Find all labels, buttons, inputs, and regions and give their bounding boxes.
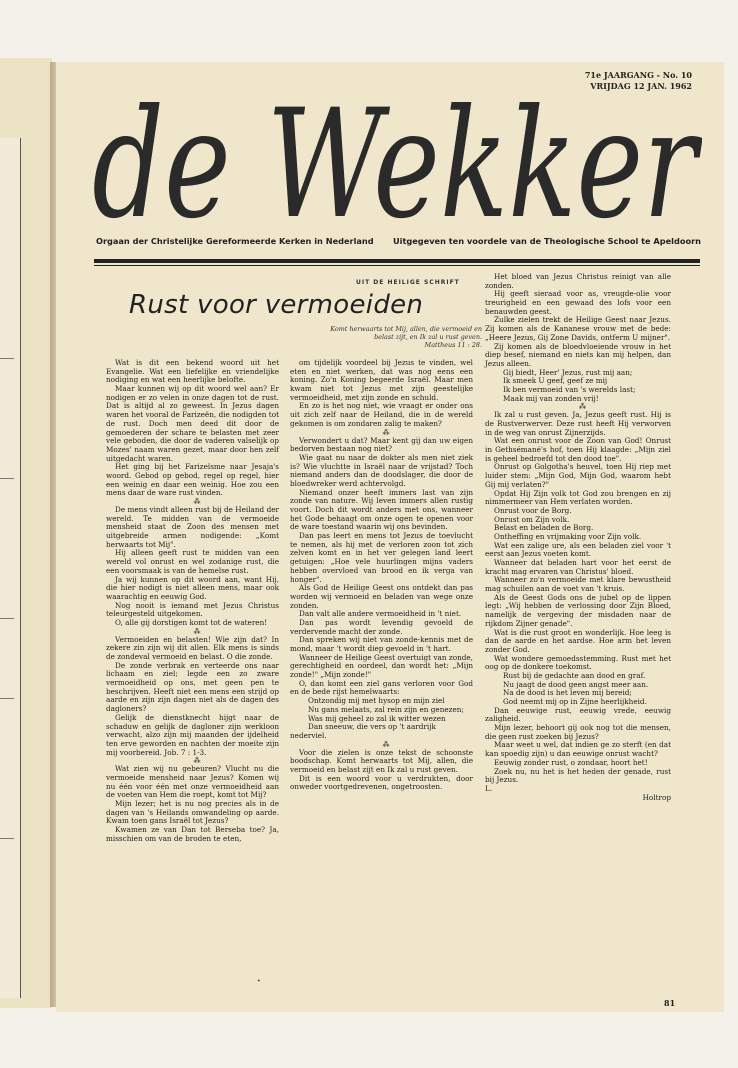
previous-page-edge [0, 58, 52, 1008]
article-paragraph: Wat een zalige ure, als een beladen ziel voor 't eerst aan Jezus voeten komt. [485, 540, 671, 559]
article-paragraph: Wanneer de Heilige Geest overtuigt van zonde, gerechtigheid en oordeel, dan wordt het: „Mijn zonde!" „Mijn zonde!" [290, 652, 473, 680]
article-paragraph: Kwamen ze van Dan tot Berseba toe? Ja, misschien om van de broden te eten, [106, 825, 279, 843]
article-paragraph: Hij geeft sieraad voor as, vreugde-olie voor treurigheid en een gewaad des lofs voor een benauwden geest. [485, 289, 671, 316]
article-paragraph: Het ging bij het Farizeïsme naar Jesaja's woord. Gebod op gebod, regel op regel, hier een weinig en daar een weinig. Hoe zou een mens daar de ware rust vinden. [106, 462, 279, 498]
article-epigraph [324, 325, 482, 350]
page-mark: • [257, 978, 261, 985]
article-paragraph: Wanneer dat beladen hart voor het eerst de kracht mag ervaren van Christus' bloed. [485, 558, 671, 576]
article-paragraph: Wat wondere gemoedsstemming. Rust met het oog op de donkere toekomst. [485, 653, 671, 672]
article-paragraph: Wie gaat nu naar de dokter als men niet ziek is? Wie vluchtte in Israël naar de vrijstad? Toch niemand anders dan de doodslager, die door de bloedwreker werd achtervolgd. [290, 452, 473, 488]
article-paragraph: Ontzondig mij met hysop en mijn ziel [308, 696, 445, 706]
article-paragraph: Wanneer zo'n vermoeide met klare bewustheid mag schuilen aan de voet van 't kruis. [485, 575, 671, 594]
article-paragraph: Als de Geest Gods ons de jubel op de lippen legt: „Wij hebben de verlossing door Zijn Bloed, namelijk de vergeving der misdaden naar de rijkdom Zijner genade". [485, 592, 671, 628]
article-paragraph: Zoek nu, nu het is het heden der genade, rust bij Jezus. [485, 766, 671, 785]
article-column-3 [485, 273, 671, 802]
article-paragraph: Onrust op Golgotha's heuvel, toen Hij riep met luider stem: „Mijn God, Mijn God, waarom hebt Gij mij verlaten?" [485, 462, 671, 489]
article-paragraph: Vermoeiden en belasten! Wie zijn dat? In zekere zin zijn wij dit allen. Elk mens is sinds de zondeval vermoeid en belast. O die zonde. [106, 634, 279, 661]
article-column-1 [106, 359, 279, 843]
article-paragraph: Wat is die rust groot en wonderlijk. Hoe leeg is dan de aarde en het aardse. Hoe arm het leven zonder God. [485, 627, 671, 654]
article-paragraph: Belast en beladen de Borg. [494, 523, 594, 533]
article-paragraph: Hij alleen geeft rust te midden van een wereld vol onrust en wel zodanige rust, die een voorsmaak is van de hemelse rust. [106, 548, 279, 575]
issue-date: VRIJDAG 12 JAN. 1962 [590, 81, 692, 91]
article-paragraph: Maar weet u wel, dat indien ge zo sterft (en dat kan spoedig zijn) u dan eeuwige onrust wacht? [485, 740, 671, 759]
masthead-subtitle-right: Uitgegeven ten voordele van de Theologische School te Apeldoorn [393, 236, 701, 246]
article-paragraph: Zulke zielen trekt de Heilige Geest naar Jezus. Zij komen als de Kananese vrouw met de bede: „Heere Jezus, Gij Zone Davids, ontferm U mijner". [485, 315, 671, 342]
article-paragraph: Dan sneeuw, die vers op 't aardrijk nederviel. [290, 722, 436, 740]
article-paragraph: Dan pas wordt levendig gevoeld de verdervende macht der zonde. [290, 617, 473, 636]
article-paragraph: Wat een onrust voor de Zoon van God! Onrust in Gethsémané's hof, toen Hij klaagde: „Mijn ziel is geheel bedroefd tot den dood toe". [485, 436, 671, 463]
article-paragraph: Nu jaagt de dood geen angst meer aan. [503, 679, 649, 689]
article-paragraph: Wat is dit een bekend woord uit het Evangelie. Wat een liefelijke en vriendelijke nodiging en wat een heerlijke belofte. [106, 358, 279, 385]
masthead-rule [94, 259, 700, 263]
article-paragraph: Ontheffing en vrijmaking voor Zijn volk. [494, 531, 642, 541]
previous-page-column [0, 138, 21, 998]
article-paragraph: Niemand onzer heeft immers last van zijn zonde van nature. Wij leven immers allen rustig voort. Doch dit wordt anders met ons, wanneer het Gode behaagt om onze ogen te openen voor de ware toestand waarin wij ons bevinden. [290, 487, 473, 532]
article-paragraph: Na de dood is het leven mij bereid; [503, 688, 632, 698]
article-paragraph: Was mij geheel zo zal ik witter wezen [308, 713, 446, 723]
article-paragraph: En zo is het nog niet, wie vraagt er onder ons uit zich zelf naar de Heiland, die in de wereld gekomen is om zondaren zalig te maken? [290, 401, 473, 428]
article-paragraph: Dan spreken wij niet van zonde-kennis met de mond, maar 't wordt diep gevoeld in 't hart. [290, 635, 473, 653]
newspaper-page [56, 62, 724, 1012]
article-paragraph: De zonde verbrak en verteerde ons naar lichaam en ziel; legde een zo zware vermoeidheid op ons, met geen pen te beschrijven. Heeft niet een mens een strijd op aarde en zijn zijn dagen niet als de dagen des dagloners? [106, 660, 279, 714]
epigraph-text: Komt herwaarts tot Mij, allen, die vermoeid en belast zijt, en Ik zal u rust geven. [330, 325, 482, 342]
article-paragraph: Nog nooit is iemand met Jezus Christus teleurgesteld uitgekomen. [106, 600, 279, 619]
article-paragraph: Eeuwig zonder rust, o zondaar, hoort het! [494, 757, 648, 767]
article-paragraph: Dit is een woord voor u verdrukten, door onweder voortgedrevenen, ongetroosten. [290, 773, 473, 792]
section-divider: ⁂ [382, 740, 390, 749]
article-paragraph: Dan eeuwige rust, eeuwig vrede, eeuwig zaligheid. [485, 705, 671, 724]
article-paragraph: Rust bij de gedachte aan dood en graf. [503, 670, 646, 680]
article-paragraph: L. [485, 783, 493, 793]
article-paragraph: De mens vindt alleen rust bij de Heiland der wereld. Te midden van de vermoeide mensheid staat de Zoon des mensen met uitgebreide armen nodigende: „Komt herwaarts tot Mij". [106, 505, 279, 549]
masthead-title: de Wekker [92, 78, 702, 236]
article-paragraph: Maar kunnen wij op dit woord wel aan? Er nodigen er zo velen in onze dagen tot de rust. Dat is altijd al zo geweest. In Jezus dagen waren het vooral de Farizeën, die nodigden tot de rust. Doch men deed dit door de gemoederen der schare te belasten met zeer vele geboden, die door de vaderen valselijk op Mozes' naam waren gezet, maar door hen zelf uitgedacht waren. [106, 384, 279, 463]
article-paragraph: Het bloed van Jezus Christus reinigt van alle zonden. [485, 272, 671, 290]
previous-page-rule [0, 478, 14, 479]
article-paragraph: Voor die zielen is onze tekst de schoonste boodschap. Komt herwaarts tot Mij, allen, die vermoeid en belast zijt en Ik zal u rust geven. [290, 747, 473, 774]
article-paragraph: Ik ben vermoeid van 's werelds last; [503, 384, 636, 394]
article-paragraph: Gij biedt, Heer' Jezus, rust mij aan; [503, 367, 633, 377]
previous-page-rule [0, 618, 14, 619]
article-paragraph: Holtrop [642, 792, 671, 802]
article-paragraph: Wat zien wij nu gebeuren? Vlucht nu die vermoeide mensheid naar Jezus? Komen wij nu één voor één met onze vermoeidheid aan de voeten van Hem die roept, komt tot Mij? [106, 764, 279, 800]
article-column-2 [290, 359, 473, 792]
masthead-subtitle-left: Orgaan der Christelijke Gereformeerde Kerken in Nederland [96, 236, 374, 246]
previous-page-rule [0, 838, 14, 839]
article-paragraph: Onrust voor de Borg. [494, 505, 572, 515]
article-paragraph: Dan pas leert en mens tot Jezus de toevlucht te nemen, als hij met de verloren zoon tot zich zelven komt en in het ver gelegen land leert getuigen: „Hoe vele huurlingen mijns vaders hebben overvloed van brood en ik verga van honger". [290, 531, 473, 584]
article-paragraph: Zij komen als de bloedvloeiende vrouw in het diep besef, niemand en niets kan mij helpen, dan Jezus alleen. [485, 341, 671, 368]
article-paragraph: Ik smeek U geef, geef ze mij [503, 376, 608, 386]
article-paragraph: O, dan komt een ziel gans verloren voor God en de bede rijst hemelwaarts: [290, 678, 473, 697]
epigraph-reference: Mattheus 11 : 28. [424, 341, 482, 350]
section-divider: ⁂ [193, 627, 201, 636]
article-paragraph: Gelijk de dienstknecht hijgt naar de schaduw en gelijk de dagloner zijn werkloon verwacht, alzo zijn mij maanden der ijdelheid ten erve geworden en nachten der moeite zijn mij voorbereid. Job. 7 : 1-3. [106, 712, 279, 757]
section-divider: ⁂ [579, 403, 586, 412]
article-paragraph: Onrust om Zijn volk. [494, 514, 570, 524]
article-title: Rust voor vermoeiden [129, 290, 424, 320]
article-paragraph: Dan valt alle andere vermoeidheid in 't niet. [299, 609, 462, 619]
article-paragraph: Ja wij kunnen op dit woord aan, want Hij, die hier nodigt is niet alleen mens, maar ook waarachtig en eeuwig God. [106, 574, 279, 601]
page-number: 81 [664, 998, 676, 1008]
previous-page-rule [0, 698, 14, 699]
section-label: UIT DE HEILIGE SCHRIFT [356, 279, 460, 286]
article-paragraph: Ik zal u rust geven. Ja, Jezus geeft rust. Hij is de Rustverwerver. Deze rust heeft Hij verworven in de weg van onrust Zijnerzijds. [485, 410, 671, 437]
issue-number: 71e JAARGANG - No. 10 [584, 70, 692, 80]
article-paragraph: Opdat Hij Zijn volk tot God zou brengen en zij nimmermeer van Hem verlaten worden. [485, 488, 671, 507]
previous-page-rule [0, 358, 14, 359]
article-paragraph: om tijdelijk voordeel bij Jezus te vinden, wel eten en niet werken, dat was nog eens een koning. Zo'n Koning begeerde Israël. Maar men kwam niet tot Jezus met zijn geestelijke vermoeidheid, met zijn zonde en schuld. [290, 358, 473, 402]
section-divider: ⁂ [193, 498, 201, 506]
article-paragraph: Als God de Heilige Geest ons ontdekt dan pas worden wij vermoeid en beladen van wege onze zonden. [290, 583, 473, 610]
section-divider: ⁂ [382, 428, 390, 437]
article-paragraph: Nu gans melaats, zal rein zijn en genezen; [308, 704, 464, 714]
article-paragraph: Mijn lezer; het is nu nog precies als in de dagen van 's Heilands omwandeling op aarde. Kwam toen gans Israël tot Jezus? [106, 799, 279, 826]
article-paragraph: Mijn lezer, behoort gij ook nog tot die mensen, die geen rust zoeken bij Jezus? [485, 723, 671, 741]
article-paragraph: O, alle gij dorstigen komt tot de wateren! [115, 617, 268, 627]
article-paragraph: God neemt mij op in Zijne heerlijkheid. [503, 697, 647, 706]
masthead-rule-thin [94, 265, 700, 266]
section-divider: ⁂ [193, 757, 201, 766]
article-paragraph: Maak mij van zonden vrij! [503, 393, 599, 403]
article-paragraph: Verwondert u dat? Maar kent gij dan uw eigen bedorven bestaan nog niet? [290, 435, 473, 454]
masthead-logo [92, 66, 702, 236]
